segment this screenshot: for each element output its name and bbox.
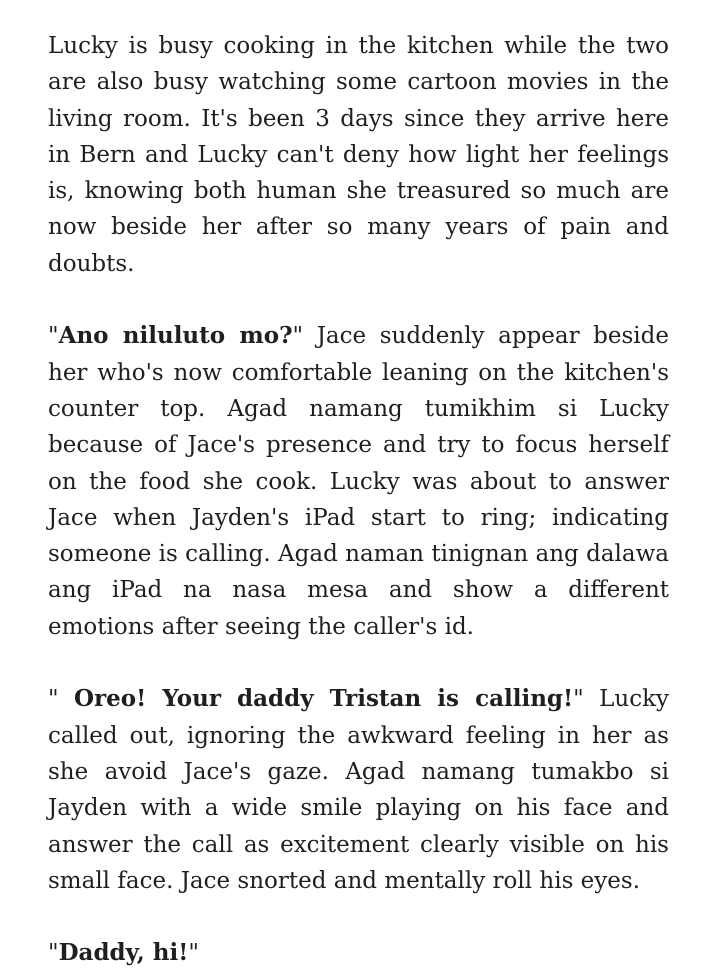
paragraph-text: " Jace suddenly appear beside her who's now comfortable leaning on the kitchen's counter top. Agad namang tumikhim si Lucky because of Jace's presence and try to focus herself on the food she cook. Lucky was about to answer Jace when Jayden's iPad start to ring; indicating someone is calling. Agad naman tinignan ang dalawa ang iPad na nasa mesa and show a different emotions after seeing the caller's id.: [48, 323, 669, 640]
dialogue-bold: Ano niluluto mo?: [58, 322, 293, 350]
quote-open: ": [48, 323, 59, 350]
paragraph-jace-question: [48, 318, 669, 645]
dialogue-bold: Daddy, hi!: [58, 939, 189, 967]
quote-open: ": [48, 686, 74, 713]
quote-open: ": [48, 940, 59, 967]
story-page: [48, 28, 669, 972]
paragraph-narration-cooking: [48, 28, 669, 282]
paragraph-text: " Lucky called out, ignoring the awkward feeling in her as she avoid Jace's gaze. Agad namang tumakbo si Jayden with a wide smile playing on his face and answer the call as excitement clearly visible on his small face. Jace snorted and mentally roll his eyes.: [48, 686, 670, 894]
paragraph-text: Lucky is busy cooking in the kitchen while the two are also busy watching some cartoon movies in the living room. It's been 3 days since they arrive here in Bern and Lucky can't deny how light her feelings is, knowing both human she treasured so much are now beside her after so many years of pain and doubts.: [48, 33, 669, 277]
quote-close: ": [188, 940, 199, 967]
paragraph-daddy-hi: [48, 935, 669, 971]
paragraph-lucky-call: [48, 681, 669, 899]
dialogue-bold: Oreo! Your daddy Tristan is calling!: [74, 685, 574, 713]
